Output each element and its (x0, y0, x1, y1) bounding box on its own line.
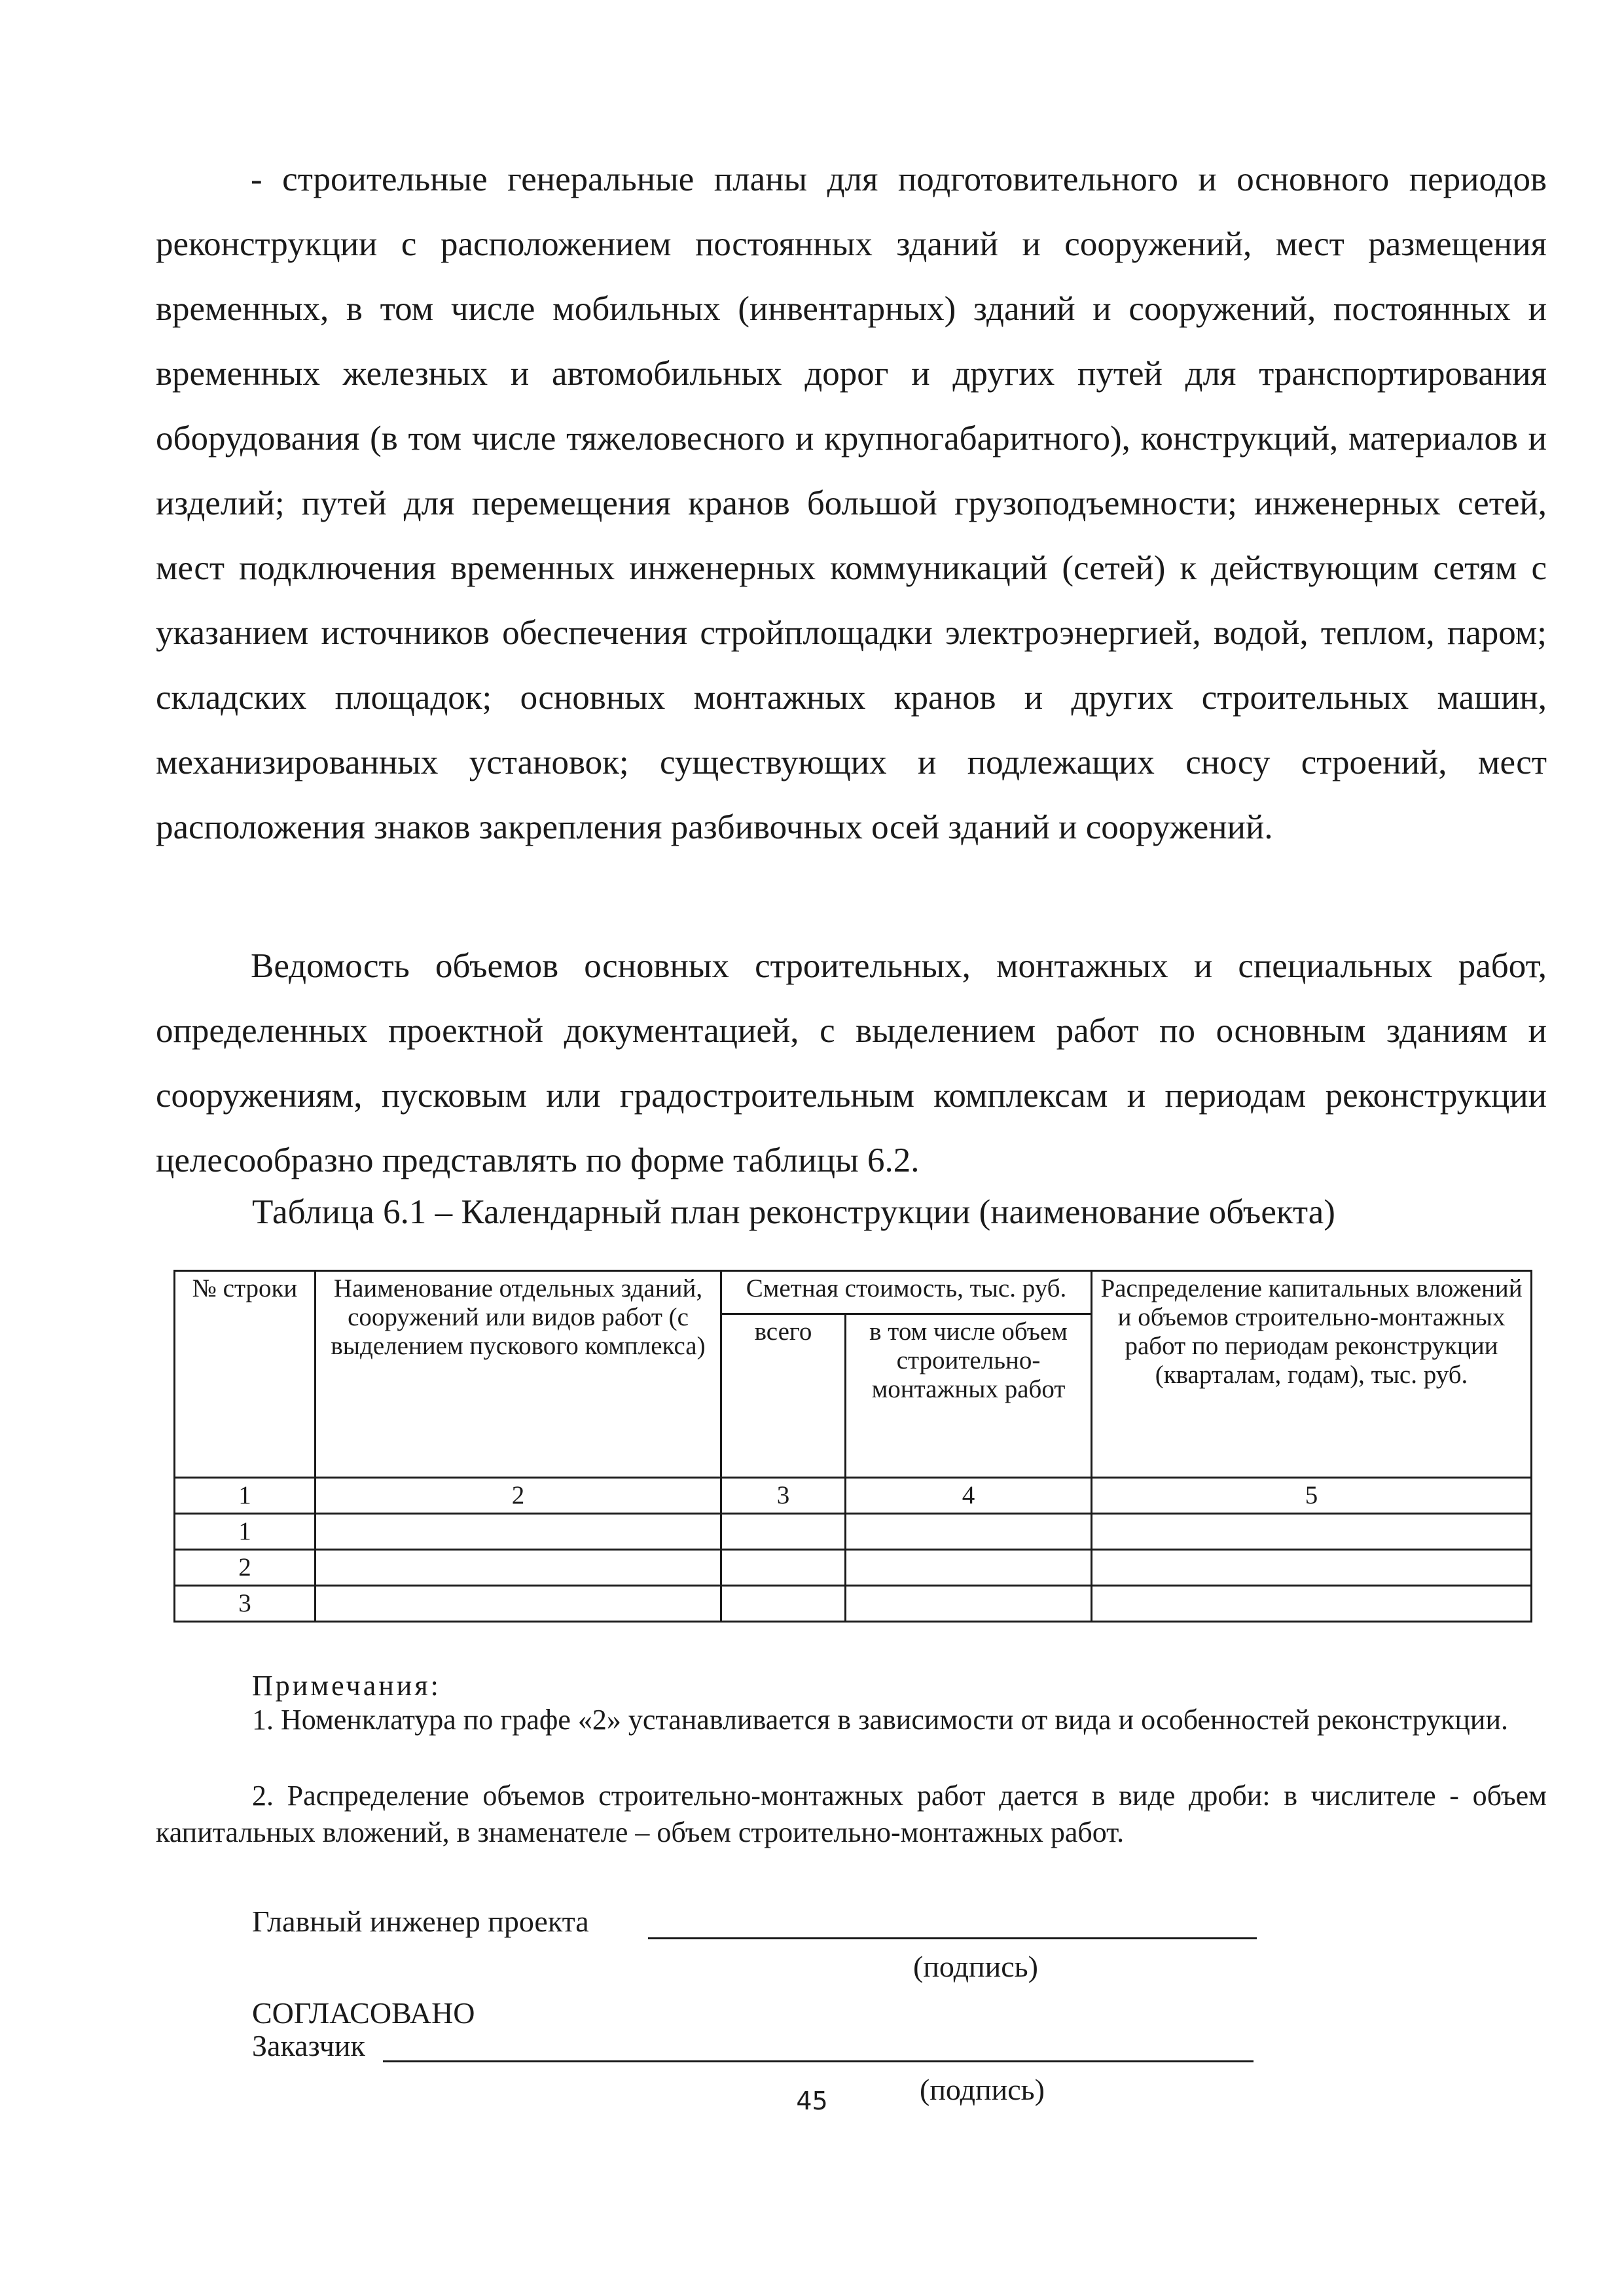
table-cell (721, 1514, 846, 1550)
table-cell (721, 1550, 846, 1586)
table-cell (316, 1586, 721, 1622)
note-text: 1. Номенклатура по графе «2» устанавливается в зависимости от вида и особенностей реконструкции. (252, 1704, 1509, 1736)
header-cost-construction: в том числе объем строительно-монтажных работ (846, 1314, 1092, 1478)
paragraph-site-plans (156, 147, 1547, 860)
table-caption: Таблица 6.1 – Календарный план реконструкции (наименование объекта) (252, 1193, 1335, 1231)
table-cell: 1 (175, 1514, 316, 1550)
table-cell (721, 1586, 846, 1622)
reconstruction-plan-table (173, 1270, 1532, 1623)
chief-engineer-signature-line (648, 1937, 1257, 1939)
signature-caption: (подпись) (920, 2073, 1045, 2106)
table-cell (846, 1586, 1092, 1622)
table-cell: 3 (175, 1586, 316, 1622)
column-number: 2 (316, 1478, 721, 1514)
notes-title: Примечания: (252, 1670, 441, 1702)
table-cell (1092, 1586, 1532, 1622)
customer-signature-line (383, 2060, 1254, 2062)
header-row-number: № строки (175, 1271, 316, 1478)
signature-caption: (подпись) (913, 1950, 1038, 1983)
header-estimated-cost: Сметная стоимость, тыс. руб. (721, 1271, 1092, 1314)
column-number: 4 (846, 1478, 1092, 1514)
table-cell: 2 (175, 1550, 316, 1586)
customer-label: Заказчик (252, 2029, 365, 2062)
table-cell (846, 1550, 1092, 1586)
table-row (175, 1586, 1532, 1622)
note-text: 2. Распределение объемов строительно-монтажных работ дается в виде дроби: в числителе - объем капитальных вложений, в знаменателе – объем строительно-монтажных работ. (156, 1780, 1547, 1848)
header-capital-distribution: Распределение капитальных вложений и объемов строительно-монтажных работ по периодам реконструкции (кварталам, годам), тыс. руб. (1092, 1271, 1532, 1478)
chief-engineer-label: Главный инженер проекта (252, 1905, 589, 1938)
column-number-row (175, 1478, 1532, 1514)
paragraph-works-statement (156, 934, 1547, 1193)
column-number: 5 (1092, 1478, 1532, 1514)
paragraph-text: Ведомость объемов основных строительных, монтажных и специальных работ, определенных проектной документацией, с выделением работ по основным зданиям и сооружениям, пусковым или градостроительным комплексам и периодам реконструкции целесообразно представлять по форме таблицы 6.2. (156, 947, 1547, 1179)
table-cell (1092, 1514, 1532, 1550)
table-cell (846, 1514, 1092, 1550)
header-item-name: Наименование отдельных зданий, сооружений или видов работ (с выделением пускового комплекса) (316, 1271, 721, 1478)
table-cell (316, 1550, 721, 1586)
table-row (175, 1550, 1532, 1586)
paragraph-text: - строительные генеральные планы для подготовительного и основного периодов реконструкции с расположением постоянных зданий и сооружений, мест размещения временных, в том числе мобильных (инвентарных) зданий и сооружений, постоянных и временных железных и автомобильных дорог и других путей для транспортирования оборудования (в том числе тяжеловесного и крупногабаритного), конструкций, материалов и изделий; путей для перемещения кранов большой грузоподъемности; инженерных сетей, мест подключения временных инженерных коммуникаций (сетей) к действующим сетям с указанием источников обеспечения стройплощадки электроэнергией, водой, теплом, паром; складских площадок; основных монтажных кранов и других строительных машин, механизированных установок; существующих и подлежащих сносу строений, мест расположения знаков закрепления разбивочных осей зданий и сооружений. (156, 160, 1547, 846)
page-number: 45 (796, 2087, 828, 2115)
note-item (156, 1778, 1547, 1851)
note-item (156, 1702, 1547, 1738)
table-cell (1092, 1550, 1532, 1586)
header-cost-total: всего (721, 1314, 846, 1478)
table-row (175, 1514, 1532, 1550)
column-number: 3 (721, 1478, 846, 1514)
column-number: 1 (175, 1478, 316, 1514)
table-cell (316, 1514, 721, 1550)
approved-label: СОГЛАСОВАНО (252, 1996, 475, 2030)
